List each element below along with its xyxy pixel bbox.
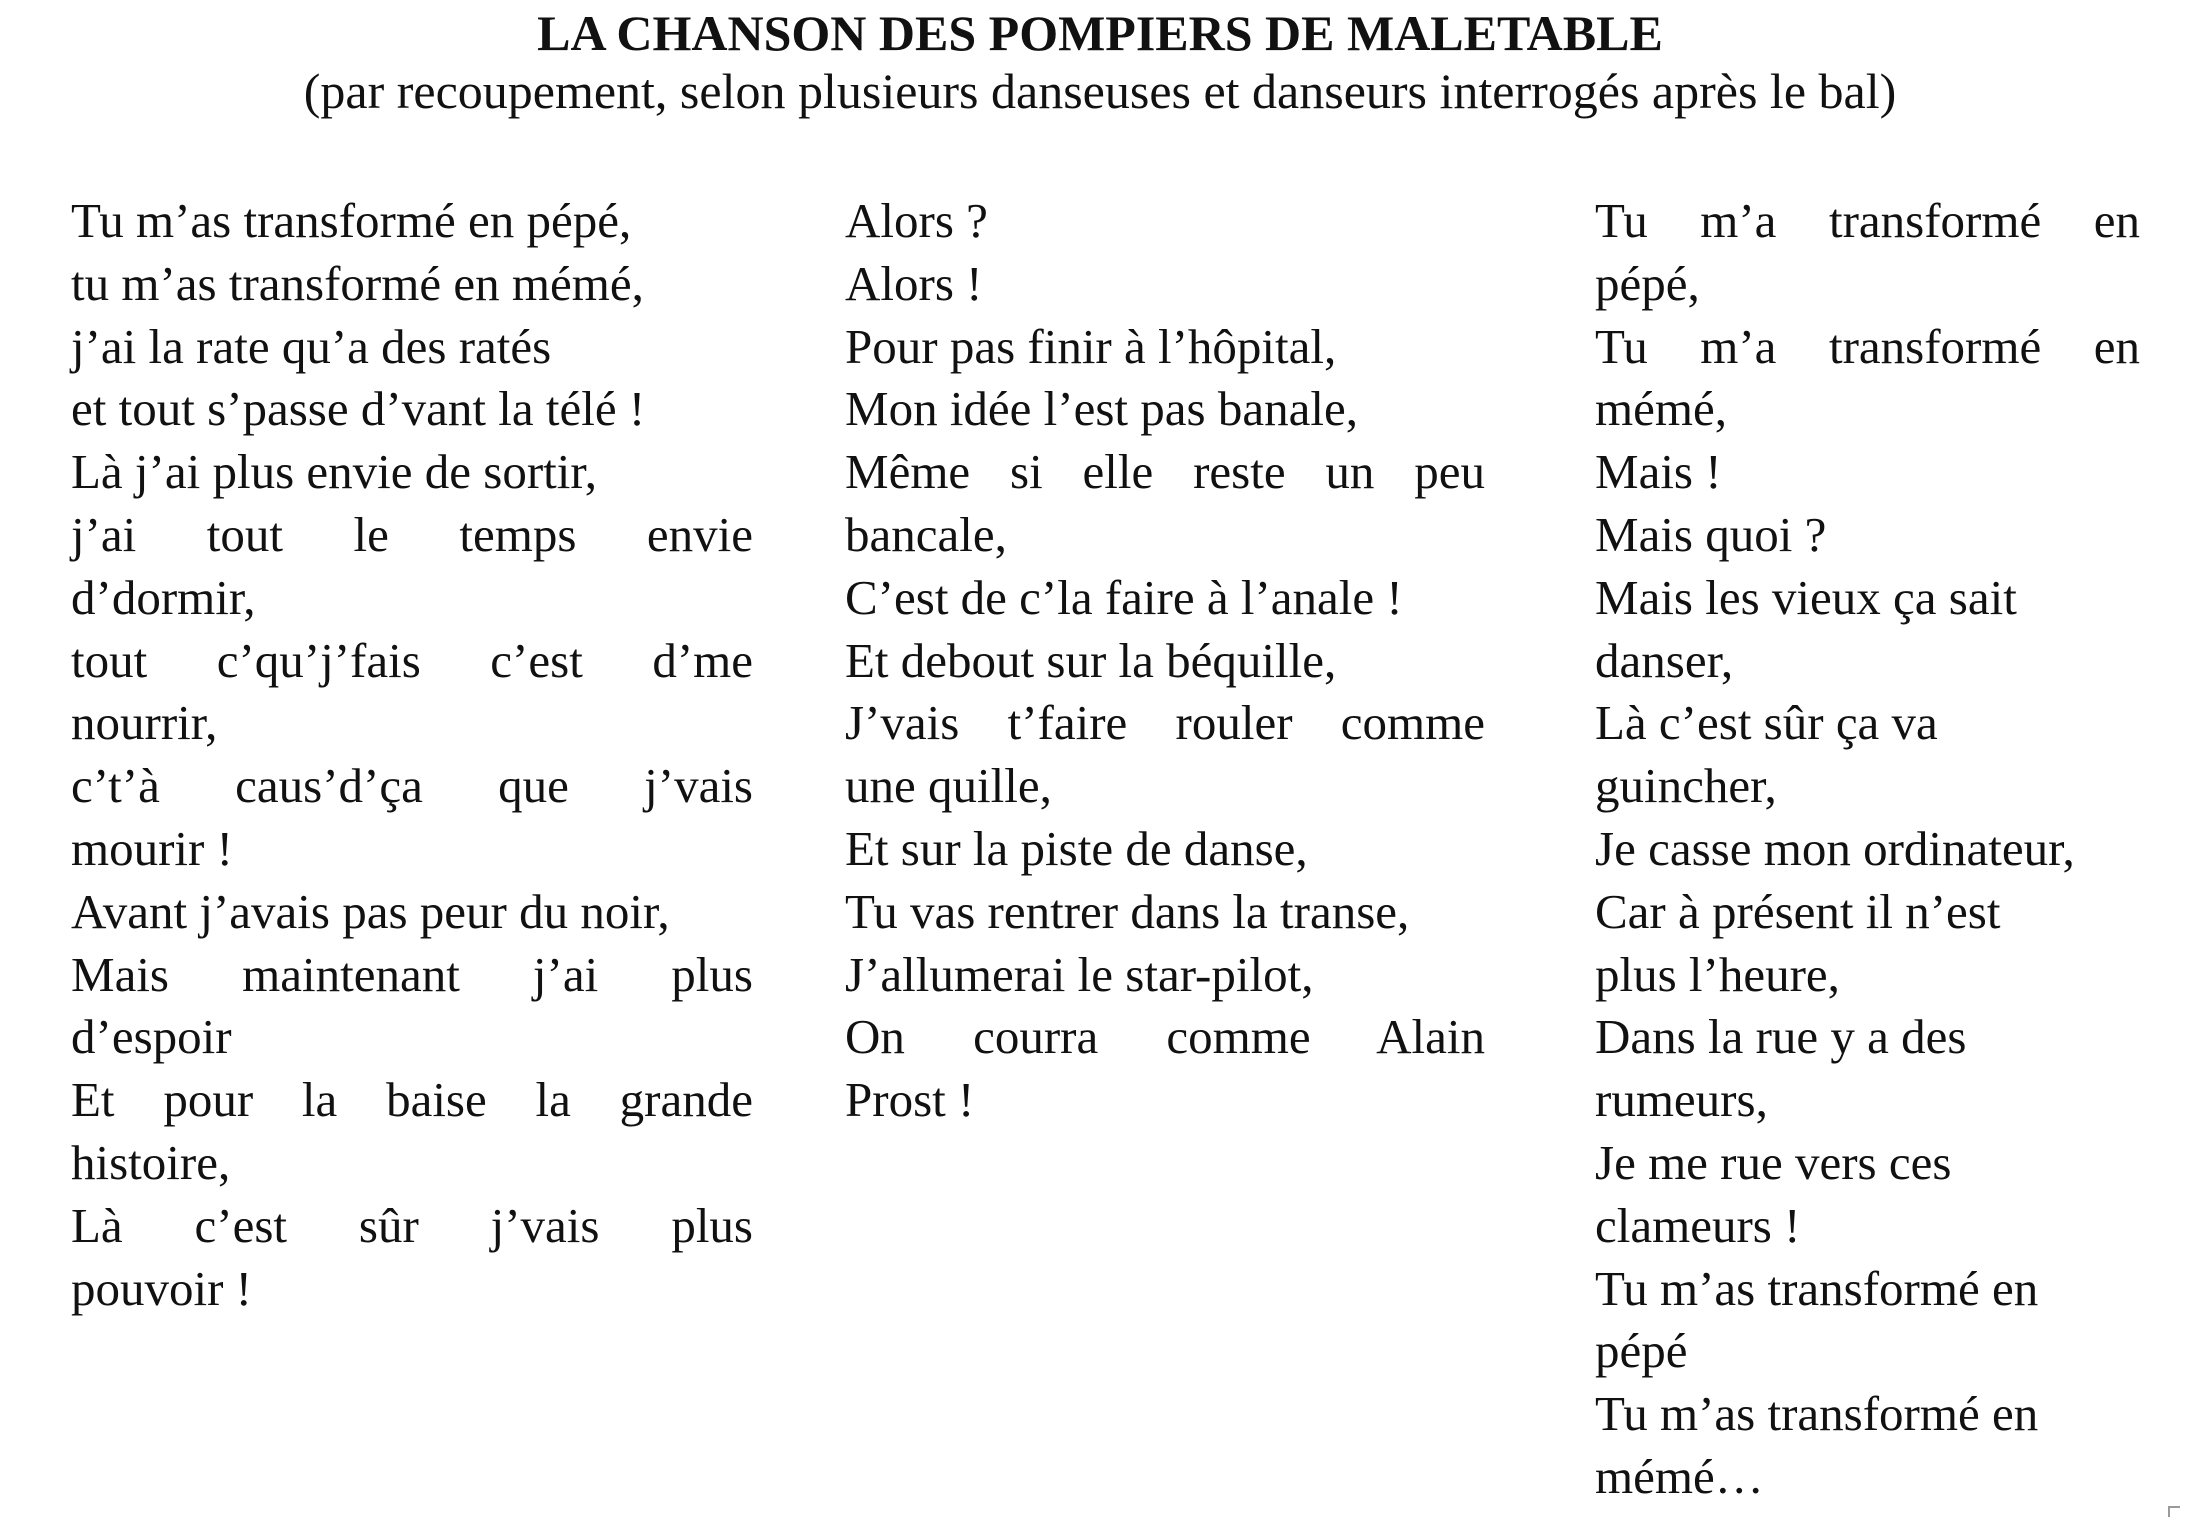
lyric-line: Là c’est sûr ça va — [1595, 695, 1938, 751]
lyric-line: On courra comme Alain — [845, 1009, 1485, 1065]
lyric-line: pépé — [1595, 1323, 1688, 1379]
document-title: LA CHANSON DES POMPIERS DE MALETABLE — [537, 5, 1663, 61]
lyric-line: Tu m’a transformé en — [1595, 318, 2140, 374]
lyric-line: pépé, — [1595, 255, 1700, 311]
lyric-line: mémé… — [1595, 1448, 1764, 1504]
lyric-line: Je casse mon ordinateur, — [1595, 820, 2075, 876]
lyric-line: plus l’heure, — [1595, 946, 1840, 1002]
lyric-line: Alors ? — [845, 193, 988, 248]
lyric-line: nourrir, — [71, 695, 218, 751]
lyric-line: j’ai la rate qu’a des ratés — [71, 318, 552, 374]
lyric-line: Alors ! — [845, 255, 983, 311]
lyric-line: Avant j’avais pas peur du noir, — [71, 883, 670, 939]
lyric-line: Tu m’a transformé en — [1595, 193, 2140, 248]
lyric-line: guincher, — [1595, 758, 1777, 814]
lyric-line: rumeurs, — [1595, 1072, 1768, 1128]
lyric-line: Pour pas finir à l’hôpital, — [845, 318, 1337, 374]
lyric-line: clameurs ! — [1595, 1197, 1801, 1253]
lyrics-column-1 — [71, 190, 753, 1320]
lyric-line: c’t’à caus’d’ça que j’vais — [71, 758, 753, 814]
lyric-line: histoire, — [71, 1134, 231, 1190]
lyric-line: C’est de c’la faire à l’anale ! — [845, 569, 1403, 625]
lyric-line: une quille, — [845, 758, 1052, 814]
lyric-line: Prost ! — [845, 1072, 975, 1128]
lyric-line: J’vais t’faire rouler comme — [845, 695, 1485, 751]
lyric-line: Et pour la baise la grande — [71, 1072, 753, 1128]
lyric-line: Car à présent il n’est — [1595, 883, 2001, 939]
lyric-line: bancale, — [845, 506, 1007, 562]
lyric-line: Mais ! — [1595, 444, 1722, 500]
lyrics-column-2 — [845, 190, 1485, 1132]
lyric-line: Et sur la piste de danse, — [845, 820, 1308, 876]
lyric-line: tout c’qu’j’fais c’est d’me — [71, 632, 753, 688]
lyric-line: Mais maintenant j’ai plus — [71, 946, 753, 1002]
lyric-line: Et debout sur la béquille, — [845, 632, 1337, 688]
lyric-line: Mon idée l’est pas banale, — [845, 381, 1358, 437]
document-subtitle: (par recoupement, selon plusieurs danseuses et danseurs interrogés après le bal) — [303, 63, 1897, 119]
lyric-line: Dans la rue y a des — [1595, 1009, 1967, 1065]
lyric-line: mourir ! — [71, 820, 233, 876]
lyric-line: Tu m’as transformé en — [1595, 1260, 2039, 1316]
lyric-line: Tu m’as transformé en pépé, — [71, 193, 632, 248]
lyric-line: Là c’est sûr j’vais plus — [71, 1197, 753, 1253]
lyric-line: Mais quoi ? — [1595, 506, 1827, 562]
lyric-line: danser, — [1595, 632, 1734, 688]
lyric-line: j’ai tout le temps envie — [71, 506, 753, 562]
lyric-line: d’espoir — [71, 1009, 232, 1065]
lyric-line: Tu m’as transformé en — [1595, 1386, 2039, 1442]
lyric-line: J’allumerai le star-pilot, — [845, 946, 1314, 1002]
lyric-line: tu m’as transformé en mémé, — [71, 255, 644, 311]
lyric-line: pouvoir ! — [71, 1260, 252, 1316]
lyric-line: et tout s’passe d’vant la télé ! — [71, 381, 646, 437]
lyric-line: mémé, — [1595, 381, 1727, 437]
lyric-line: d’dormir, — [71, 569, 256, 625]
lyric-line: Je me rue vers ces — [1595, 1134, 1952, 1190]
lyric-line: Là j’ai plus envie de sortir, — [71, 444, 597, 500]
lyric-line: Même si elle reste un peu — [845, 444, 1485, 500]
lyric-line: Mais les vieux ça sait — [1595, 569, 2017, 625]
lyrics-column-3 — [1595, 190, 2140, 1509]
lyric-line: Tu vas rentrer dans la transe, — [845, 883, 1410, 939]
page-corner-mark — [2168, 1506, 2180, 1517]
